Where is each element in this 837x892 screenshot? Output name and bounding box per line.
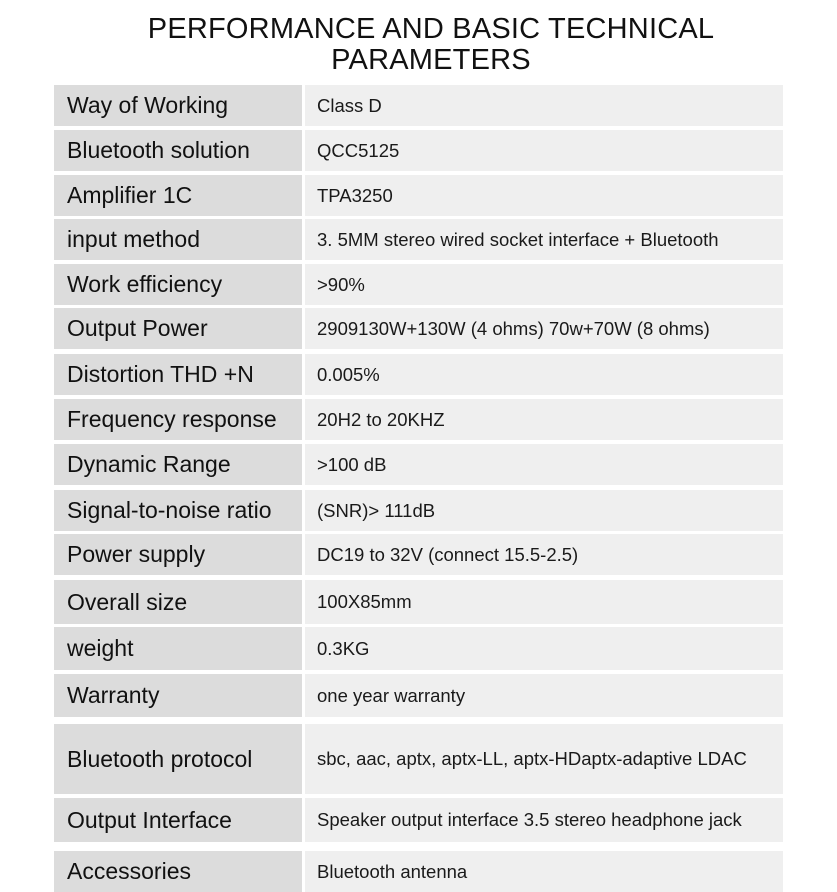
spec-row-snr <box>54 490 783 531</box>
spec-row-weight <box>54 627 783 670</box>
spec-value: TPA3250 <box>305 175 783 216</box>
spec-label: Output Power <box>54 308 302 349</box>
spec-row-frequency-response <box>54 399 783 440</box>
spec-row-accessories <box>54 851 783 892</box>
spec-label: Amplifier 1C <box>54 175 302 216</box>
spec-value: 100X85mm <box>305 580 783 624</box>
spec-label: Signal-to-noise ratio <box>54 490 302 531</box>
spec-label: Dynamic Range <box>54 444 302 485</box>
spec-value: 2909130W+130W (4 ohms) 70w+70W (8 ohms) <box>305 308 783 349</box>
page-title-line-1: PERFORMANCE AND BASIC TECHNICAL <box>147 13 715 45</box>
spec-value: one year warranty <box>305 674 783 717</box>
spec-value: Class D <box>305 85 783 126</box>
spec-label: Warranty <box>54 674 302 717</box>
spec-label: Frequency response <box>54 399 302 440</box>
spec-label: weight <box>54 627 302 670</box>
spec-row-bluetooth-solution <box>54 130 783 171</box>
spec-label: Accessories <box>54 851 302 892</box>
spec-row-work-efficiency <box>54 264 783 305</box>
spec-row-input-method <box>54 219 783 260</box>
spec-label: Way of Working <box>54 85 302 126</box>
spec-row-way-of-working <box>54 85 783 126</box>
spec-row-amplifier-ic <box>54 175 783 216</box>
spec-value: 0.3KG <box>305 627 783 670</box>
spec-label: input method <box>54 219 302 260</box>
spec-row-dynamic-range <box>54 444 783 485</box>
spec-value: 0.005% <box>305 354 783 395</box>
spec-label: Work efficiency <box>54 264 302 305</box>
spec-row-power-supply <box>54 534 783 575</box>
spec-value: >100 dB <box>305 444 783 485</box>
spec-value: Speaker output interface 3.5 stereo headphone jack <box>305 798 783 842</box>
spec-row-output-interface <box>54 798 783 842</box>
spec-row-output-power <box>54 308 783 349</box>
spec-value: DC19 to 32V (connect 15.5-2.5) <box>305 534 783 575</box>
spec-row-distortion <box>54 354 783 395</box>
spec-value: Bluetooth antenna <box>305 851 783 892</box>
spec-label: Power supply <box>54 534 302 575</box>
spec-value: >90% <box>305 264 783 305</box>
spec-value: 3. 5MM stereo wired socket interface + Bluetooth <box>305 219 783 260</box>
page-title-line-2: PARAMETERS <box>331 44 531 76</box>
spec-value: sbc, aac, aptx, aptx-LL, aptx-HDaptx-adaptive LDAC <box>305 724 783 794</box>
spec-row-overall-size <box>54 580 783 624</box>
spec-value: (SNR)> 111dB <box>305 490 783 531</box>
spec-value: 20H2 to 20KHZ <box>305 399 783 440</box>
spec-row-bluetooth-protocol <box>54 724 783 794</box>
spec-label: Overall size <box>54 580 302 624</box>
spec-label: Bluetooth protocol <box>54 724 302 794</box>
spec-label: Distortion THD +N <box>54 354 302 395</box>
spec-row-warranty <box>54 674 783 717</box>
spec-label: Output Interface <box>54 798 302 842</box>
spec-value: QCC5125 <box>305 130 783 171</box>
spec-label: Bluetooth solution <box>54 130 302 171</box>
